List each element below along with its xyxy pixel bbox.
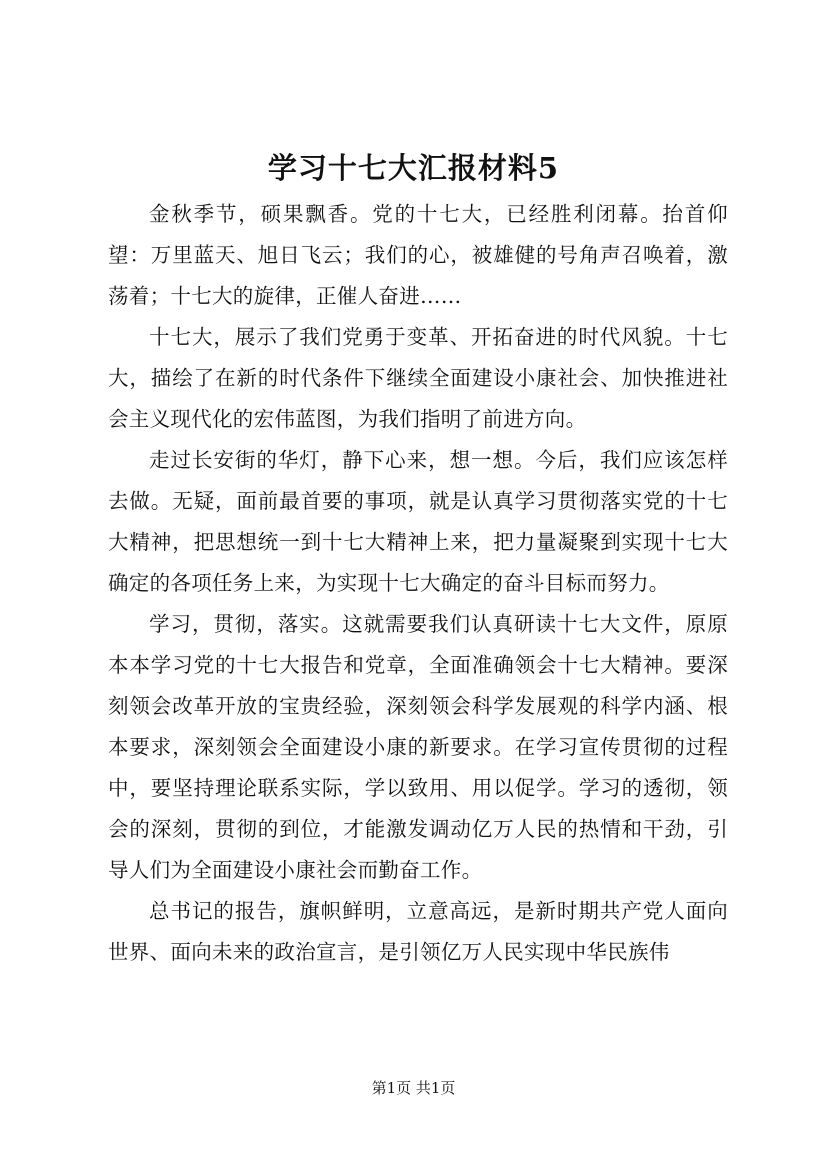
paragraph-3: 走过长安街的华灯，静下心来，想一想。今后，我们应该怎样去做。无疑，面前最首要的事项，就是认真学习贯彻落实党的十七大精神，把思想统一到十七大精神上来，把力量凝聚到实现十七大确定的各项任务上来，为实现十七大确定的奋斗目标而努力。	[108, 448, 728, 595]
paragraph-2: 十七大，展示了我们党勇于变革、开拓奋进的时代风貌。十七大，描绘了在新的时代条件下继续全面建设小康社会、加快推进社会主义现代化的宏伟蓝图，为我们指明了前进方向。	[108, 325, 728, 431]
paragraph-5: 总书记的报告，旗帜鲜明，立意高远，是新时期共产党人面向世界、面向未来的政治宣言，是引领亿万人民实现中华民族伟	[108, 899, 728, 964]
paragraph-1: 金秋季节，硕果飘香。党的十七大，已经胜利闭幕。抬首仰望：万里蓝天、旭日飞云；我们的心，被雄健的号角声召唤着，激荡着；十七大的旋律，正催人奋进……	[108, 202, 728, 308]
page-footer: 第1页 共1页	[371, 1079, 456, 1097]
paragraph-4: 学习，贯彻，落实。这就需要我们认真研读十七大文件，原原本本学习党的十七大报告和党章，全面准确领会十七大精神。要深刻领会改革开放的宝贵经验，深刻领会科学发展观的科学内涵、根本要求，深刻领会全面建设小康的新要求。在学习宣传贯彻的过程中，要坚持理论联系实际，学以致用、用以促学。学习的透彻，领会的深刻，贯彻的到位，才能激发调动亿万人民的热情和干劲，引导人们为全面建设小康社会而勤奋工作。	[108, 612, 728, 882]
document-body	[108, 194, 728, 973]
document-title: 学习十七大汇报材料5	[267, 151, 560, 185]
